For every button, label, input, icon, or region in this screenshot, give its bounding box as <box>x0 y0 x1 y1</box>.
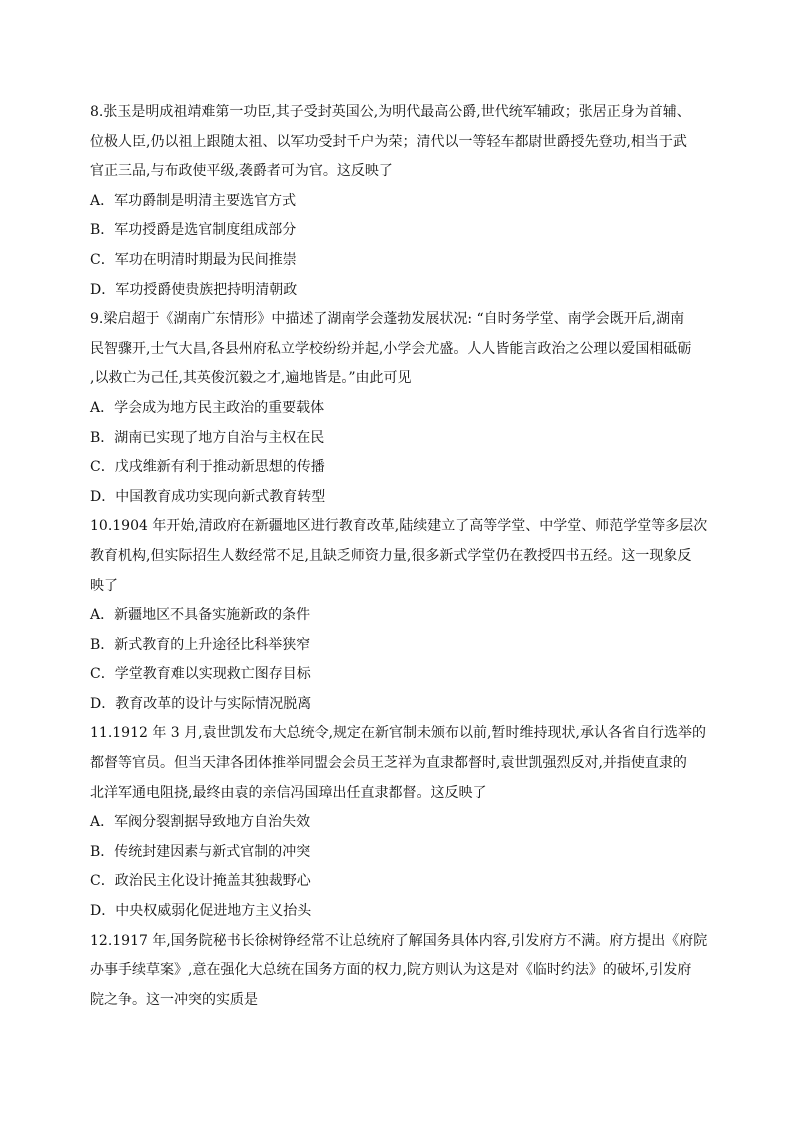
option-b: B．军功授爵是选官制度组成部分 <box>90 222 297 239</box>
option-c: C．军功在明清时期最为民间推崇 <box>90 251 297 268</box>
question-8 <box>90 98 710 305</box>
stem-line: 都督等官员。但当天津各团体推举同盟会会员王芝祥为直隶都督时,袁世凯强烈反对,并指使直隶的 <box>90 755 687 772</box>
question-12 <box>90 927 710 1016</box>
stem-line: 办事手续草案》,意在强化大总统在国务方面的权力,院方则认为这是对《临时约法》的破坏,引发府 <box>90 962 692 979</box>
stem-line: 11.1912 年 3 月,袁世凯发布大总统令,规定在新官制未颁布以前,暂时维持现状,承认各省自行选举的 <box>90 725 706 742</box>
stem-line: 北洋军通电阻挠,最终由袁的亲信冯国璋出任直隶都督。这反映了 <box>90 784 487 801</box>
stem-line: 10.1904 年开始,清政府在新疆地区进行教育改革,陆续建立了高等学堂、中学堂、师范学堂等多层次 <box>90 518 708 535</box>
option-c: C．学堂教育难以实现救亡图存目标 <box>90 666 311 683</box>
question-9 <box>90 305 710 512</box>
stem-line: 官正三品,与布政使平级,袭爵者可为官。这反映了 <box>90 163 393 180</box>
option-b: B．传统封建因素与新式官制的冲突 <box>90 843 311 860</box>
question-stem <box>90 927 710 1016</box>
option-d: D．中国教育成功实现向新式教育转型 <box>90 488 326 505</box>
option-c: C．政治民主化设计掩盖其独裁野心 <box>90 873 311 890</box>
option-d: D．军功授爵使贵族把持明清朝政 <box>90 281 298 298</box>
stem-line: 教育机构,但实际招生人数经常不足,且缺乏师资力量,很多新式学堂仍在教授四书五经。这一现象反 <box>90 547 692 564</box>
option-d: D．中央权威弱化促进地方主义抬头 <box>90 903 312 920</box>
question-stem <box>90 305 710 394</box>
stem-line: ,以救亡为己任,其英俊沉毅之才,遍地皆是。”由此可见 <box>90 370 412 387</box>
question-10 <box>90 512 710 719</box>
stem-line: 映了 <box>90 577 118 594</box>
stem-line: 9.梁启超于《湖南广东情形》中描述了湖南学会蓬勃发展状况: “自时务学堂、南学会既开后,湖南 <box>90 311 685 328</box>
option-b: B．新式教育的上升途径比科举狭窄 <box>90 636 311 653</box>
option-a: A．军功爵制是明清主要选官方式 <box>90 192 297 209</box>
option-a: A．学会成为地方民主政治的重要载体 <box>90 399 325 416</box>
stem-line: 民智骤开,士气大昌,各县州府私立学校纷纷并起,小学会尤盛。人人皆能言政治之公理以爱国相砥砺 <box>90 340 692 357</box>
option-c: C．戊戌维新有利于推动新思想的传播 <box>90 459 325 476</box>
stem-line: 位极人臣,仍以祖上跟随太祖、以军功受封千户为荣；清代以一等轻车都尉世爵授先登功,相当于武 <box>90 133 687 150</box>
stem-line: 12.1917 年,国务院秘书长徐树铮经常不让总统府了解国务具体内容,引发府方不满。府方提出《府院 <box>90 932 708 949</box>
option-a: A．新疆地区不具备实施新政的条件 <box>90 607 311 624</box>
question-stem <box>90 719 710 808</box>
question-stem <box>90 512 710 601</box>
option-b: B．湖南已实现了地方自治与主权在民 <box>90 429 325 446</box>
exam-page <box>90 98 710 1015</box>
option-a: A．军阀分裂割据导致地方自治失效 <box>90 814 311 831</box>
question-11 <box>90 719 710 926</box>
question-stem <box>90 98 710 187</box>
option-d: D．教育改革的设计与实际情况脱离 <box>90 695 312 712</box>
stem-line: 8.张玉是明成祖靖难第一功臣,其子受封英国公,为明代最高公爵,世代统军辅政；张居正身为首辅、 <box>90 104 691 120</box>
stem-line: 院之争。这一冲突的实质是 <box>90 991 258 1008</box>
